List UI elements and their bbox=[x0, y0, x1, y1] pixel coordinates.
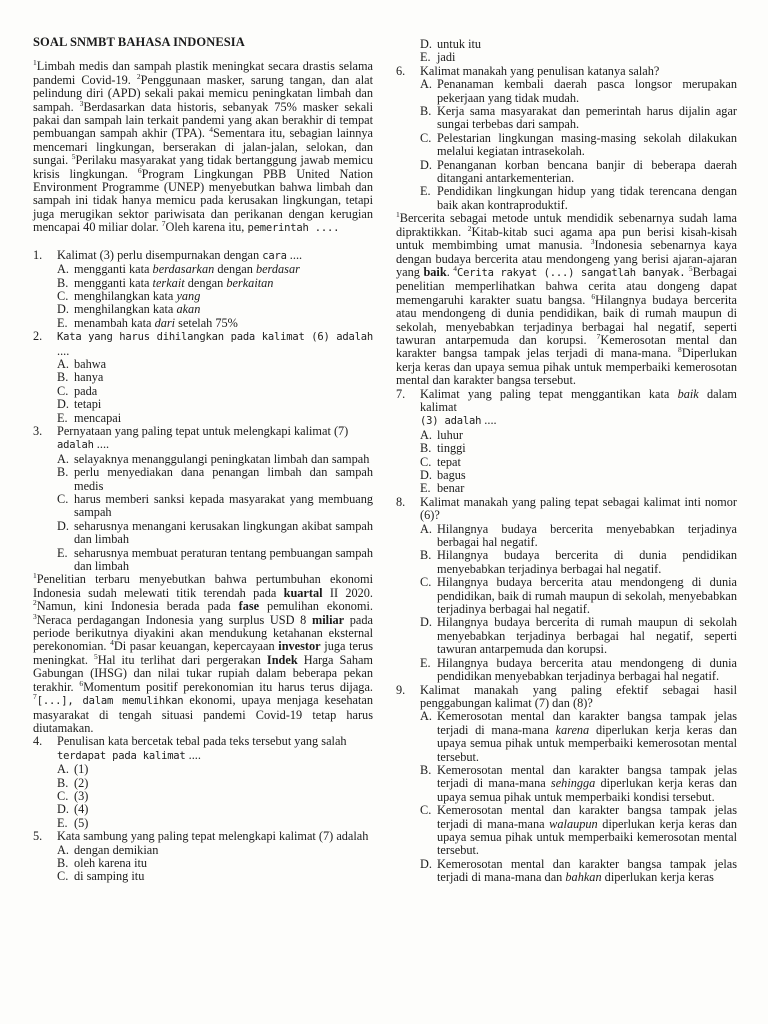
text-span: A. bbox=[57, 842, 69, 857]
text-span: Diperlukan kerja keras dan upaya semua pihak untuk memperbaiki kemerosotan mental dan karakter bangsa tersebut. bbox=[396, 346, 738, 388]
passage-3 bbox=[396, 212, 737, 387]
text-span: (4) bbox=[74, 802, 89, 817]
bold-word-indek: Indek bbox=[266, 652, 298, 667]
q6-option-e[interactable] bbox=[420, 185, 737, 212]
text-span: Neraca perdagangan Indonesia yang surplus USD 8 bbox=[36, 612, 312, 627]
text-span: A. bbox=[57, 356, 69, 371]
text-span: Hal itu terlihat dari pergerakan bbox=[97, 652, 267, 667]
text-span: menghilangkan kata bbox=[74, 288, 177, 303]
q2-option-a[interactable] bbox=[57, 358, 373, 371]
q1-option-b[interactable] bbox=[57, 277, 373, 290]
text-span: dengan bbox=[214, 262, 256, 277]
sentence-number: 2 bbox=[136, 71, 141, 81]
text-span: Namun, kini Indonesia berada pada bbox=[36, 599, 239, 614]
passage1-s2: Penggunaan masker, sarung tangan, dan alat pelindung diri (APD) sekali pakai memicu peningkatan limbah dan sampah. bbox=[33, 72, 374, 114]
q7-option-b[interactable] bbox=[420, 442, 737, 455]
bold-word-investor: investor bbox=[278, 639, 321, 654]
question-6 bbox=[396, 65, 737, 78]
sentence-number: 3 bbox=[79, 98, 84, 108]
text-block bbox=[74, 290, 373, 303]
text-span: Pelestarian lingkungan masing-masing sekolah dilakukan melalui kegiatan intrasekolah. bbox=[437, 130, 737, 159]
text-span: terkait bbox=[152, 275, 185, 290]
text-span: E. bbox=[57, 545, 68, 560]
sentence-number: 6 bbox=[591, 291, 596, 301]
text-span: A. bbox=[420, 427, 432, 442]
q8-option-d[interactable] bbox=[420, 616, 737, 656]
text-span: Hilangnya budaya bercerita di dunia pendidikan menyebabkan terjadinya berbagai hal negatif. bbox=[437, 548, 737, 576]
text-span: E. bbox=[57, 410, 68, 425]
text-span: oleh karena itu bbox=[74, 855, 148, 870]
text-span: juga terus meningkat. bbox=[33, 639, 374, 667]
q7-options bbox=[420, 429, 737, 496]
text-span: B. bbox=[420, 762, 432, 777]
text-span: Kerja sama masyarakat dan pemerintah harus dijalin agar sungai terbebas dari sampah. bbox=[437, 104, 737, 132]
q3-option-a[interactable] bbox=[57, 453, 373, 466]
text-span: II 2020. bbox=[322, 585, 373, 600]
q5-options bbox=[57, 844, 373, 884]
q5-text: Kata sambung yang paling tepat melengkapi kalimat (7) adalah bbox=[57, 829, 369, 844]
text-span: dengan bbox=[184, 275, 227, 290]
q5-option-a[interactable] bbox=[57, 844, 373, 857]
text-span: E. bbox=[420, 655, 431, 670]
sentence-number: 6 bbox=[137, 165, 142, 175]
text-span: A. bbox=[420, 521, 432, 536]
text-span: Hilangnya budaya bercerita atau mendongeng di dunia pendidikan, baik di rumah maupun di sekolah, menyebabkan terjadinya berbagai hal negatif, seperti tawuran antarpemuda dan korupsi. bbox=[396, 292, 737, 347]
question-8 bbox=[396, 496, 737, 523]
text-span: Hilangnya budaya bercerita di rumah maupun di sekolah menyebabkan terjadinya berbagai hal negatif, seperti tawuran antarpemuda dan korupsi. bbox=[437, 615, 737, 657]
q1-option-e[interactable] bbox=[57, 317, 373, 330]
text-span: seharusnya membuat peraturan tentang pembuangan sampah dan limbah bbox=[74, 545, 373, 574]
q2-text: Kata yang harus dihilangkan pada kalimat (6) adalah bbox=[57, 331, 373, 344]
q5-option-e[interactable] bbox=[420, 51, 737, 64]
text-span: D. bbox=[420, 615, 432, 630]
question-2 bbox=[33, 330, 373, 358]
text-span: baik bbox=[677, 386, 699, 401]
text-block bbox=[420, 388, 737, 429]
text-span: A. bbox=[420, 77, 432, 92]
text-span: diperlukan kerja keras dan upaya semua pihak untuk memperbaiki kemerosotan mental tersebut. bbox=[437, 722, 737, 764]
q8-text: Kalimat manakah yang paling tepat sebagai kalimat inti nomor (6)? bbox=[420, 494, 737, 523]
text-block bbox=[57, 249, 373, 263]
text-span: pada periode berikutnya diyakini akan mendukung ketahanan eksternal perekonomian. bbox=[33, 612, 373, 654]
text-span: seharusnya menangani kerusakan lingkungan akibat sampah dan limbah bbox=[74, 518, 373, 547]
text-span: B. bbox=[420, 548, 432, 563]
question-3 bbox=[33, 425, 373, 453]
q3-option-b[interactable] bbox=[57, 466, 373, 493]
q4-option-e[interactable] bbox=[57, 817, 373, 830]
bold-word-miliar: miliar bbox=[312, 612, 345, 627]
sentence-number: 7 bbox=[33, 692, 37, 702]
question-1 bbox=[33, 249, 373, 263]
text-span: mengganti kata bbox=[74, 275, 153, 290]
text-span: Hilangnya budaya bercerita menyebabkan terjadinya berbagai hal negatif. bbox=[437, 521, 737, 550]
sentence-number: 6 bbox=[79, 678, 84, 688]
sentence-number: 5 bbox=[71, 152, 76, 162]
passage3-s4: Cerita rakyat (...) sangatlah banyak. bbox=[457, 266, 686, 279]
bold-word-fase: fase bbox=[238, 599, 260, 614]
passage1-s7a: Oleh karena itu, bbox=[165, 220, 245, 235]
text-span: Momentum positif perekonomian itu harus terus dijaga. bbox=[83, 679, 373, 694]
option-letter: A. bbox=[57, 262, 69, 277]
passage1-s1: Limbah medis dan sampah plastik meningkat secara drastis selama pandemi Covid-19. bbox=[33, 59, 373, 87]
text-span: berdasar bbox=[255, 262, 300, 277]
sentence-number: 1 bbox=[33, 58, 37, 68]
sentence-number: 3 bbox=[33, 611, 37, 621]
q7-option-a[interactable] bbox=[420, 429, 737, 442]
q2-option-d[interactable] bbox=[57, 398, 373, 411]
q7-text2: (3) adalah bbox=[420, 415, 482, 428]
passage1-s5: Perilaku masyarakat yang tidak bertanggung jawab memicu krisis lingkungan. bbox=[33, 153, 373, 181]
text-span: (2) bbox=[74, 775, 89, 790]
text-span: menambah kata bbox=[74, 315, 155, 330]
bold-word-baik: baik bbox=[423, 264, 447, 279]
question-number: 4. bbox=[33, 734, 43, 749]
q8-option-c[interactable] bbox=[420, 576, 737, 616]
q2-option-c[interactable] bbox=[57, 385, 373, 398]
text-span: ekonomi, upaya menjaga kesehatan masyarakat di tengah situasi pandemi Covid-19 tetap harus diutamakan. bbox=[33, 693, 374, 735]
bold-word-kuartal: kuartal bbox=[283, 585, 323, 600]
text-block bbox=[437, 710, 737, 764]
text-block bbox=[57, 330, 373, 358]
text-span: bahwa bbox=[74, 356, 107, 371]
sentence-number: 1 bbox=[33, 571, 37, 581]
q1-text-mono: cara bbox=[262, 249, 287, 262]
text-span: sehingga bbox=[550, 776, 596, 791]
text-span: D. bbox=[57, 802, 69, 817]
question-number: 2. bbox=[33, 329, 43, 344]
q4-text2: terdapat pada kalimat bbox=[57, 749, 186, 762]
passage1-s3: Berdasarkan data historis, sebanyak 75% masker sekali pakai dan sampah lain terkait pandemi yang akan berakhir di tempat pembuangan sampah akhir (TPA). bbox=[33, 99, 374, 141]
text-span: Berbagai penelitian memperlihatkan bahwa cerita atau dongeng dapat memengaruhi karakter suatu bangsa. bbox=[396, 264, 738, 307]
option-letter: D. bbox=[57, 302, 69, 317]
text-block bbox=[74, 263, 373, 276]
q7-option-e[interactable] bbox=[420, 482, 737, 495]
q4-option-d[interactable] bbox=[57, 803, 373, 816]
q6-option-d[interactable] bbox=[420, 159, 737, 186]
text-block bbox=[437, 764, 737, 804]
q5-option-d[interactable] bbox=[420, 38, 737, 51]
text-span: Harga Saham Gabungan (IHSG) dan nilai tukar rupiah dalam beberapa pekan terakhir. bbox=[33, 652, 373, 694]
text-span: Penanganan korban bencana banjir di beberapa daerah ditangani antarkementerian. bbox=[437, 157, 737, 186]
sentence-number: 7 bbox=[596, 331, 601, 341]
text-span: D. bbox=[420, 856, 432, 871]
text-span: A. bbox=[57, 451, 69, 466]
passage1-s4: Sementara itu, sebagian lainnya mencemari lingkungan, berserakan di jalan-jalan, selokan, dan sungai. bbox=[33, 126, 373, 168]
text-span: walaupun bbox=[549, 816, 598, 831]
text-span: hanya bbox=[74, 370, 104, 385]
text-span: Kemerosotan mental dan karakter bangsa tampak jelas terjadi di mana-mana. bbox=[396, 332, 737, 361]
text-span: Kemerosotan mental dan karakter bangsa tampak jelas terjadi di mana-mana bbox=[437, 803, 737, 831]
q3-text2: adalah bbox=[57, 439, 94, 452]
text-span: .... bbox=[481, 413, 497, 428]
text-span: B. bbox=[57, 370, 69, 385]
text-span: Bercerita sebagai metode untuk mendidik sebenarnya sudah lama dipraktikkan. bbox=[396, 211, 737, 239]
q3-options bbox=[57, 453, 373, 574]
option-letter: B. bbox=[57, 275, 69, 290]
text-span: setelah 75% bbox=[175, 315, 238, 330]
left-column bbox=[33, 32, 373, 884]
q9-option-d[interactable] bbox=[420, 858, 737, 885]
text-span: diperlukan kerja keras bbox=[601, 870, 714, 885]
text-span: dari bbox=[154, 315, 176, 330]
text-span: Hilangnya budaya bercerita atau mendongeng di dunia pendidikan menyebabkan terjadinya berbagai hal negatif. bbox=[437, 655, 737, 684]
text-span: selayaknya menanggulangi peningkatan limbah dan sampah bbox=[74, 451, 370, 466]
q5-option-b[interactable] bbox=[57, 857, 373, 870]
passage-2 bbox=[33, 573, 373, 735]
text-span: (5) bbox=[74, 815, 89, 830]
q9-option-b[interactable] bbox=[420, 764, 737, 804]
q3-option-d[interactable] bbox=[57, 520, 373, 547]
document-title: SOAL SNMBT BAHASA INDONESIA bbox=[33, 35, 245, 49]
text-block bbox=[74, 303, 373, 316]
q7-option-d[interactable] bbox=[420, 469, 737, 482]
text-span: C. bbox=[57, 788, 69, 803]
q4-dots: .... bbox=[185, 747, 201, 762]
q9-options bbox=[420, 710, 737, 884]
q3-dots: .... bbox=[93, 437, 110, 452]
text-span: B. bbox=[420, 104, 432, 119]
q6-option-c[interactable] bbox=[420, 132, 737, 159]
q5-options-continued bbox=[420, 38, 737, 65]
text-span: E. bbox=[420, 50, 431, 65]
text-span: C. bbox=[57, 383, 69, 398]
text-span: akan bbox=[176, 302, 201, 317]
question-5 bbox=[33, 830, 373, 843]
passage1-s6: Program Lingkungan PBB United Nation Environment Programme (UNEP) menyebutkan bahwa limbah dan sampah ini tidak hanya memicu pada kerusakan lingkungan, tetapi juga merugikan sektor pariwisata dan perikanan dengan kerugian mencapai 40 miliar dolar. bbox=[33, 166, 373, 235]
text-block bbox=[437, 804, 737, 858]
text-span: diperlukan kerja keras dan upaya semua pihak untuk memperbaiki kemerosotan mental tersebut. bbox=[437, 816, 737, 858]
question-number: 9. bbox=[396, 682, 406, 697]
q9-text: Kalimat manakah yang paling efektif sebagai hasil penggabungan kalimat (7) dan (8)? bbox=[420, 682, 737, 710]
text-span: di samping itu bbox=[74, 869, 145, 884]
text-span: Penelitian terbaru menyebutkan bahwa pertumbuhan ekonomi Indonesia sudah melewati titik terendah pada bbox=[33, 572, 373, 600]
text-span: Kemerosotan mental dan karakter bangsa tampak jelas terjadi di mana-mana dan bbox=[437, 856, 737, 885]
text-span: C. bbox=[420, 575, 432, 590]
text-span: perlu menyediakan dana penangan limbah dan sampah medis bbox=[74, 465, 373, 493]
passage1-s7b: pemerintah .... bbox=[247, 222, 340, 235]
sentence-number: 4 bbox=[110, 638, 114, 648]
sentence-number: 2 bbox=[33, 598, 37, 608]
text-span: C. bbox=[420, 130, 432, 145]
text-span: D. bbox=[420, 468, 432, 482]
q4-text: Penulisan kata bercetak tebal pada teks tersebut yang salah bbox=[57, 734, 347, 749]
text-span: A. bbox=[57, 762, 69, 777]
sentence-number: 2 bbox=[467, 223, 472, 233]
text-span: Kitab-kitab suci agama apa pun berisi kisah-kisah untuk membimbing umat manusia. bbox=[396, 224, 737, 253]
q6-option-b[interactable] bbox=[420, 105, 737, 132]
text-block bbox=[437, 858, 737, 885]
text-span: bahkan bbox=[565, 870, 602, 885]
text-span: dengan demikian bbox=[74, 842, 159, 857]
q9-option-c[interactable] bbox=[420, 804, 737, 858]
q1-dots: .... bbox=[286, 247, 303, 262]
text-span: karena bbox=[555, 722, 590, 737]
q1-option-a[interactable] bbox=[57, 263, 373, 276]
text-block bbox=[57, 425, 373, 453]
text-span: B. bbox=[57, 775, 69, 790]
q7-option-c[interactable] bbox=[420, 456, 737, 469]
text-span: mencapai bbox=[74, 410, 122, 425]
q2-dots: .... bbox=[57, 343, 70, 358]
question-7 bbox=[396, 388, 737, 429]
sentence-number: 3 bbox=[590, 237, 595, 247]
text-span: A. bbox=[420, 709, 432, 724]
text-span: pada bbox=[74, 383, 98, 398]
text-span: dalam kalimat bbox=[420, 386, 737, 414]
option-letter: C. bbox=[57, 288, 69, 303]
text-span: luhur bbox=[437, 427, 463, 442]
question-number: 7. bbox=[396, 386, 406, 401]
q2-option-e[interactable] bbox=[57, 412, 373, 425]
text-span: Indonesia sebenarnya kaya dengan budaya bercerita atau mendongeng yang berisi ajaran-ajaran yang bbox=[396, 238, 737, 279]
text-span: . bbox=[446, 264, 450, 279]
q3-option-e[interactable] bbox=[57, 547, 373, 574]
text-span: benar bbox=[437, 481, 465, 496]
text-span: tinggi bbox=[437, 441, 466, 456]
text-span: D. bbox=[57, 518, 69, 533]
q1-option-c[interactable] bbox=[57, 290, 373, 303]
q6-options bbox=[420, 78, 737, 212]
q3-text: Pernyataan yang paling tepat untuk melengkapi kalimat (7) bbox=[57, 423, 349, 438]
text-block bbox=[74, 277, 373, 290]
text-span: C. bbox=[420, 454, 432, 469]
q3-option-c[interactable] bbox=[57, 493, 373, 520]
sentence-number: 4 bbox=[209, 125, 213, 135]
right-column bbox=[396, 38, 737, 885]
q8-option-a[interactable] bbox=[420, 523, 737, 550]
text-span: Kemerosotan mental dan karakter bangsa tampak jelas terjadi di mana-mana bbox=[437, 709, 737, 737]
text-span: untuk itu bbox=[437, 37, 482, 51]
text-block bbox=[57, 735, 373, 763]
text-span: Penanaman kembali daerah pasca longsor merupakan pekerjaan yang tidak mudah. bbox=[437, 77, 737, 105]
q8-option-b[interactable] bbox=[420, 549, 737, 576]
sentence-number: 1 bbox=[396, 210, 400, 220]
text-span: Hilangnya budaya bercerita atau mendongeng di dunia pendidikan, baik di rumah maupun di sekolah, menyebabkan terjadinya berbagai hal negatif. bbox=[437, 575, 737, 617]
text-span: Kemerosotan mental dan karakter bangsa tampak jelas terjadi di mana-mana bbox=[437, 762, 737, 791]
sentence-number: 5 bbox=[94, 651, 98, 661]
text-span: tetapi bbox=[74, 397, 102, 412]
text-span: D. bbox=[420, 157, 432, 172]
question-number: 1. bbox=[33, 247, 43, 262]
sentence-number: 4 bbox=[453, 263, 458, 273]
text-span: berkaitan bbox=[226, 275, 274, 290]
question-9 bbox=[396, 684, 737, 711]
text-span: C. bbox=[57, 869, 69, 884]
q2-options bbox=[57, 358, 373, 425]
text-span: mengganti kata bbox=[74, 262, 153, 277]
passage-1 bbox=[33, 60, 373, 235]
question-4 bbox=[33, 735, 373, 763]
question-number: 8. bbox=[396, 494, 406, 509]
question-number: 3. bbox=[33, 423, 43, 438]
q6-option-a[interactable] bbox=[420, 78, 737, 105]
text-span: B. bbox=[57, 855, 69, 870]
sentence-number: 7 bbox=[161, 219, 166, 229]
q1-text: Kalimat (3) perlu disempurnakan dengan bbox=[57, 247, 263, 262]
text-span: diperlukan kerja keras dan upaya semua pihak untuk memperbaiki kondisi tersebut. bbox=[437, 776, 737, 804]
text-span: D. bbox=[57, 397, 69, 412]
text-span: C. bbox=[57, 492, 69, 506]
text-span: D. bbox=[420, 37, 432, 51]
sentence-number: 5 bbox=[688, 263, 693, 273]
text-span: harus memberi sanksi kepada masyarakat yang membuang sampah bbox=[74, 492, 373, 520]
q8-option-e[interactable] bbox=[420, 657, 737, 684]
text-span: pemulihan ekonomi. bbox=[259, 599, 373, 614]
text-span: yang bbox=[176, 288, 201, 303]
text-span: bagus bbox=[437, 468, 466, 482]
text-span: berdasarkan bbox=[152, 262, 215, 277]
option-letter: E. bbox=[57, 315, 68, 330]
text-span: (1) bbox=[74, 762, 89, 777]
q4-options bbox=[57, 763, 373, 830]
q4-option-b[interactable] bbox=[57, 777, 373, 790]
text-span: B. bbox=[57, 465, 69, 480]
text-span: (3) bbox=[74, 788, 89, 803]
text-span: B. bbox=[420, 441, 432, 456]
text-span: Di pasar keuangan, kepercayaan bbox=[113, 639, 279, 654]
sentence-number: 8 bbox=[677, 345, 682, 355]
text-span: menghilangkan kata bbox=[74, 302, 177, 317]
text-span: E. bbox=[420, 481, 431, 496]
q6-text: Kalimat manakah yang penulisan katanya salah? bbox=[420, 63, 660, 78]
text-span: C. bbox=[420, 803, 432, 818]
q4-option-a[interactable] bbox=[57, 763, 373, 776]
q8-options bbox=[420, 523, 737, 684]
question-number: 5. bbox=[33, 829, 43, 844]
text-span: E. bbox=[57, 815, 68, 830]
q1-options bbox=[57, 263, 373, 330]
q2-option-b[interactable] bbox=[57, 371, 373, 384]
q4-option-c[interactable] bbox=[57, 790, 373, 803]
passage2-s7a: [...], dalam memulihkan bbox=[36, 695, 184, 708]
q1-option-d[interactable] bbox=[57, 303, 373, 316]
text-block bbox=[74, 317, 373, 330]
text-span: Pendidikan lingkungan hidup yang tidak terencana dengan baik akan kontraproduktif. bbox=[437, 184, 737, 212]
q9-option-a[interactable] bbox=[420, 710, 737, 764]
text-span: jadi bbox=[437, 50, 456, 65]
text-span: E. bbox=[420, 184, 431, 199]
text-span: Kalimat yang paling tepat menggantikan kata bbox=[420, 386, 678, 401]
question-number: 6. bbox=[396, 63, 406, 78]
q5-option-c[interactable] bbox=[57, 870, 373, 883]
text-span: tepat bbox=[437, 454, 461, 469]
